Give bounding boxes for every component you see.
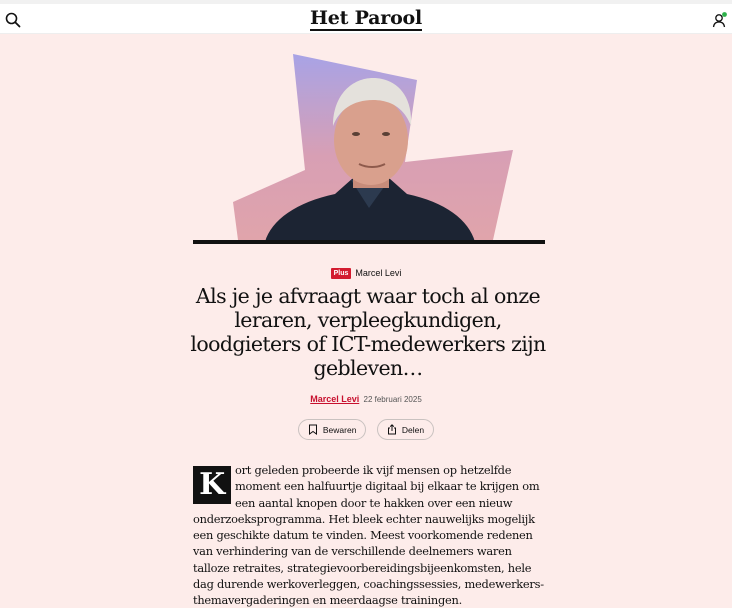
article-actions — [0, 419, 732, 440]
article-paragraph: ort geleden probeerde ik vijf mensen op hetzelfde moment een halfuurtje digitaal bij elkaar te krijgen om een aantal knopen door te hakken over een nieuw onderzoeksprogramma. Het bleek echter nauwelijks mogelijk een geschikte datum te vinden. Meest voorkomende redenen van verhindering van de verschillende deelnemers waren talloze retraites, strategievoorbereidingsbijeenkomsten, hele dag durende werkoverleggen, coachingssessies, medewerkers-themavergaderingen en meerdaagse trainingen. — [193, 463, 544, 608]
article-headline: Als je je afvraagt waar toch al onze leraren, verpleegkundigen, loodgieters of ICT-medewerkers zijn gebleven… — [190, 284, 546, 380]
article-body — [193, 462, 545, 608]
hero-divider — [193, 240, 545, 244]
top-bar — [0, 0, 732, 34]
share-button[interactable] — [377, 419, 434, 440]
author-portrait — [193, 52, 545, 242]
plus-badge: Plus — [331, 268, 352, 279]
share-icon — [387, 424, 397, 435]
site-logo-text[interactable]: Het Parool — [309, 7, 423, 29]
publish-date: 22 februari 2025 — [363, 395, 422, 404]
share-label: Delen — [401, 424, 425, 435]
save-button[interactable] — [298, 419, 367, 440]
save-label: Bewaren — [322, 424, 357, 435]
site-logo[interactable] — [0, 7, 732, 29]
bookmark-icon — [308, 424, 318, 435]
drop-cap: K — [193, 466, 231, 504]
column-label — [0, 268, 732, 279]
author-link[interactable]: Marcel Levi — [310, 394, 360, 404]
user-icon[interactable] — [712, 11, 728, 29]
byline — [0, 394, 732, 404]
column-author[interactable]: Marcel Levi — [355, 268, 402, 278]
